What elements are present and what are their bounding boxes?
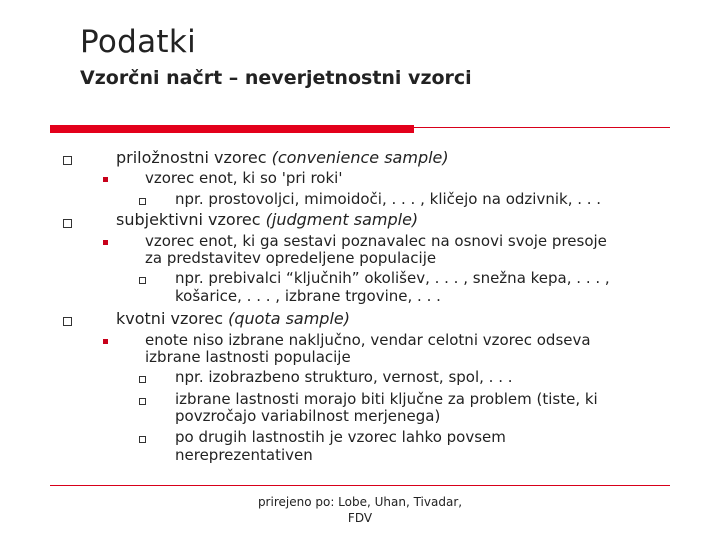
list-item-quota-desc-1: enote niso izbrane naključno, vendar celotni vzorec odseva (145, 331, 591, 349)
term-convenience: priložnostni vzorec (116, 148, 267, 167)
list-item-quota-example-1: npr. izobrazbeno strukturo, vernost, spol, . . . (175, 368, 513, 386)
square-bullet-icon (139, 436, 146, 443)
list-item-judgment-desc-1: vzorec enot, ki ga sestavi poznavalec na osnovi svoje presoje (145, 232, 607, 250)
footer-credit-line-2: FDV (347, 511, 373, 525)
header-accent-bar (50, 125, 414, 133)
filled-bullet-icon (103, 339, 108, 344)
footer-divider-line (50, 485, 670, 486)
filled-bullet-icon (103, 177, 108, 182)
list-item-convenience-sample (116, 149, 449, 166)
square-bullet-icon (139, 376, 146, 383)
square-bullet-icon (63, 156, 72, 165)
footer-credit (210, 494, 510, 526)
list-item-quota-example-2b: povzročajo variabilnost merjenega) (175, 407, 441, 425)
list-item-convenience-example: npr. prostovoljci, mimoidoči, . . . , kličejo na odzivnik, . . . (175, 190, 602, 208)
list-item-convenience-desc: vzorec enot, ki so 'pri roki' (145, 169, 343, 187)
list-item-quota-example-3b: nereprezentativen (175, 446, 313, 464)
list-item-judgment-desc-2: za predstavitev opredeljene populacije (145, 249, 437, 267)
square-bullet-icon (63, 219, 72, 228)
list-item-judgment-example-1: npr. prebivalci “ključnih” okolišev, . . . , snežna kepa, . . . , (175, 269, 610, 287)
list-item-quota-example-2a: izbrane lastnosti morajo biti ključne za problem (tiste, ki (175, 390, 598, 408)
term-judgment-en: (judgment sample) (260, 210, 419, 229)
filled-bullet-icon (103, 240, 108, 245)
term-quota-en: (quota sample) (223, 309, 350, 328)
list-item-quota-desc-2: izbrane lastnosti populacije (145, 348, 351, 366)
list-item-quota-sample (116, 310, 350, 327)
list-item-judgment-sample (116, 211, 418, 228)
footer-credit-line-1: prirejeno po: Lobe, Uhan, Tivadar, (257, 495, 463, 509)
term-quota: kvotni vzorec (116, 309, 223, 328)
square-bullet-icon (139, 198, 146, 205)
slide-title: Podatki (80, 24, 197, 60)
list-item-quota-example-3a: po drugih lastnostih je vzorec lahko povsem (175, 428, 506, 446)
term-convenience-en: (convenience sample) (266, 148, 449, 167)
square-bullet-icon (139, 398, 146, 405)
square-bullet-icon (139, 277, 146, 284)
square-bullet-icon (63, 317, 72, 326)
term-judgment: subjektivni vzorec (116, 210, 261, 229)
list-item-judgment-example-2: košarice, . . . , izbrane trgovine, . . . (175, 287, 441, 305)
slide-subtitle: Vzorčni načrt – neverjetnostni vzorci (80, 67, 472, 89)
